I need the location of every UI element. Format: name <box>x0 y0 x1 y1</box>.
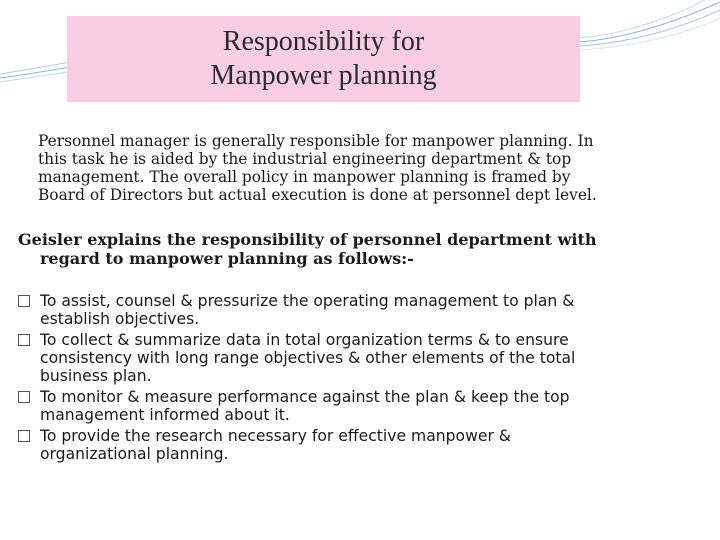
list-item-line: organizational planning. <box>40 445 229 463</box>
checkbox-bullet-icon <box>18 334 30 346</box>
checkbox-bullet-icon <box>18 391 30 403</box>
list-item-line: business plan. <box>40 367 152 385</box>
checkbox-bullet-icon <box>18 430 30 442</box>
intro-line: Board of Directors but actual execution is done at personnel dept level. <box>38 186 597 204</box>
geisler-line: Geisler explains the responsibility of personnel department with <box>18 230 597 249</box>
list-item-line: To collect & summarize data in total organization terms & to ensure <box>40 331 569 349</box>
list-item-line: To provide the research necessary for effective manpower & <box>40 427 511 445</box>
slide-title <box>67 16 580 102</box>
list-item <box>18 388 708 424</box>
list-item <box>18 292 708 328</box>
title-line-1: Responsibility for <box>222 26 425 57</box>
intro-line: Personnel manager is generally responsible for manpower planning. In <box>38 132 594 150</box>
list-item <box>18 427 708 463</box>
list-item-line: establish objectives. <box>40 310 200 328</box>
intro-line: management. The overall policy in manpower planning is framed by <box>38 168 571 186</box>
intro-line: this task he is aided by the industrial engineering department & top <box>38 150 572 168</box>
intro-paragraph <box>40 132 700 204</box>
list-item-line: To monitor & measure performance against the plan & keep the top <box>40 388 570 406</box>
responsibility-list <box>18 292 708 466</box>
list-item-line: management informed about it. <box>40 406 290 424</box>
list-item-line: To assist, counsel & pressurize the operating management to plan & <box>40 292 575 310</box>
list-item-line: consistency with long range objectives & other elements of the total <box>40 349 576 367</box>
geisler-heading <box>18 230 698 268</box>
title-line-2: Manpower planning <box>210 60 437 91</box>
geisler-line: regard to manpower planning as follows:- <box>40 249 414 268</box>
checkbox-bullet-icon <box>18 295 30 307</box>
list-item <box>18 331 708 385</box>
